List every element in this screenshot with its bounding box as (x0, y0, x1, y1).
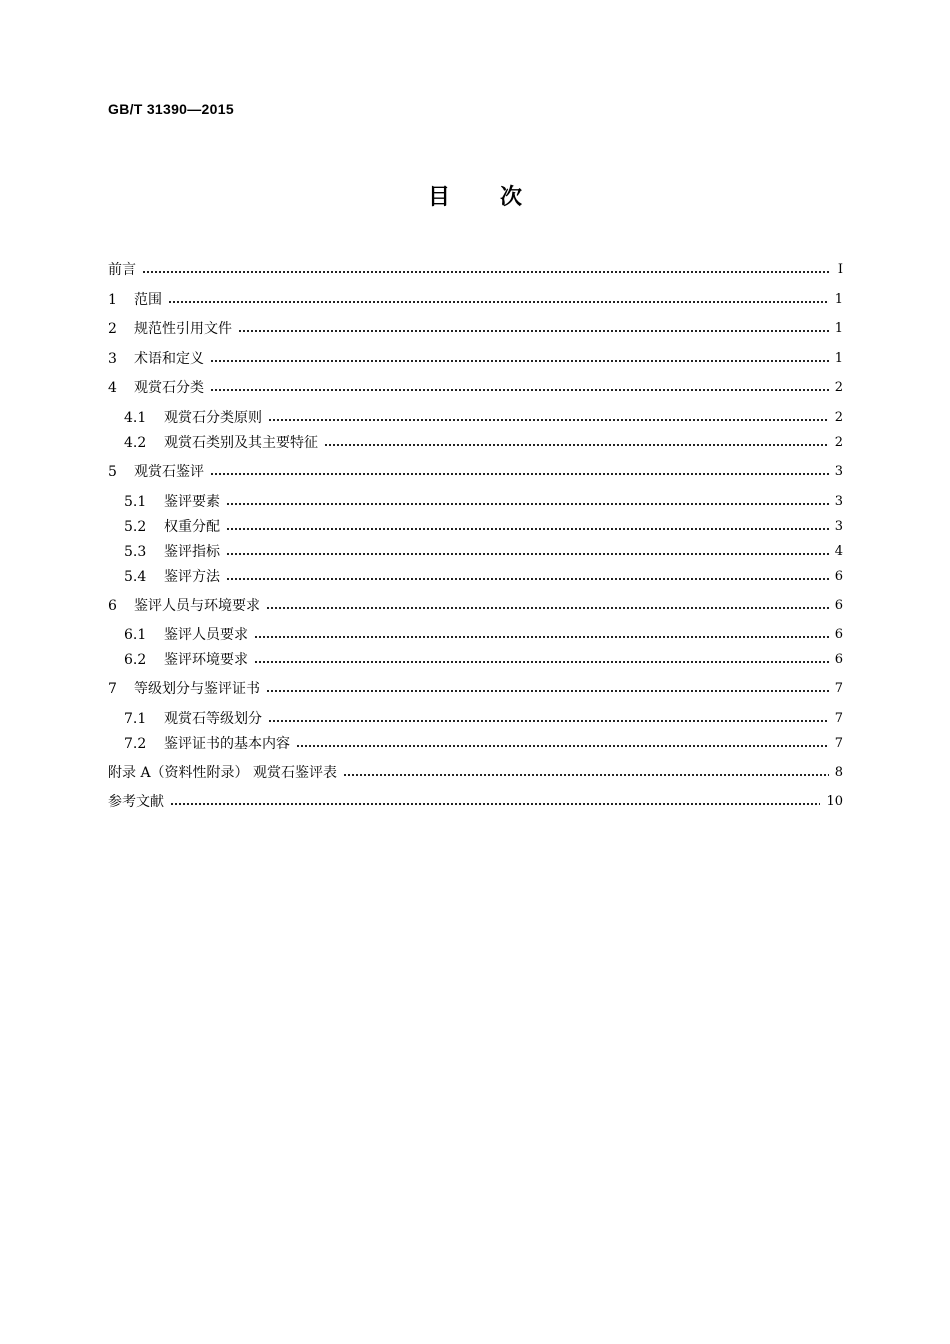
toc-dot-leader (296, 745, 829, 747)
toc-entry[interactable] (108, 347, 843, 371)
toc-entry-label: 观赏石类别及其主要特征 (164, 435, 318, 451)
toc-entry[interactable] (124, 565, 843, 589)
toc-entry[interactable] (124, 490, 843, 514)
toc-entry-label: 规范性引用文件 (134, 321, 232, 337)
toc-entry[interactable] (108, 460, 843, 484)
toc-entry-number: 3 (108, 351, 117, 367)
toc-entry-number: 5.1 (124, 494, 147, 510)
toc-entry-label: 附录 A（资料性附录） 观赏石鉴评表 (108, 765, 338, 781)
toc-entry-number: 4.1 (124, 410, 147, 426)
toc-dot-leader (210, 360, 829, 362)
toc-entry[interactable] (108, 376, 843, 400)
toc-entry[interactable] (124, 431, 843, 455)
toc-dot-leader (324, 444, 829, 446)
toc-dot-leader (238, 330, 829, 332)
toc-entry-label: 鉴评人员要求 (164, 627, 248, 643)
toc-dot-leader (210, 473, 829, 475)
toc-entry-label: 前言 (108, 262, 136, 278)
toc-entry-label: 鉴评人员与环境要求 (134, 598, 260, 614)
toc-entry-page-number: Ⅰ (837, 262, 843, 277)
toc-entry-number: 2 (108, 321, 117, 337)
toc-entry-number: 7 (108, 681, 117, 697)
toc-entry[interactable] (108, 677, 843, 701)
toc-entry-page-number: 1 (834, 351, 843, 366)
toc-entry-label: 鉴评环境要求 (164, 652, 248, 668)
toc-entry-number: 6.1 (124, 627, 147, 643)
toc-entry-number: 5 (108, 464, 117, 480)
toc-entry-label: 参考文献 (108, 794, 164, 810)
toc-entry[interactable] (124, 540, 843, 564)
toc-entry-page-number: 2 (834, 410, 843, 425)
toc-entry-label: 等级划分与鉴评证书 (134, 681, 260, 697)
toc-entry-label: 观赏石鉴评 (134, 464, 204, 480)
toc-entry-label: 观赏石分类 (134, 380, 204, 396)
toc-entry[interactable] (124, 406, 843, 430)
toc-dot-leader (210, 389, 829, 391)
toc-entry-number: 1 (108, 292, 117, 308)
toc-entry-number: 6.2 (124, 652, 147, 668)
toc-entry-label: 鉴评指标 (164, 544, 220, 560)
toc-entry-label: 权重分配 (164, 519, 220, 535)
toc-entry-page-number: 1 (834, 321, 843, 336)
toc-entry[interactable] (108, 761, 843, 785)
toc-entry-label: 鉴评证书的基本内容 (164, 736, 290, 752)
toc-entry-label: 观赏石分类原则 (164, 410, 262, 426)
toc-entry[interactable] (124, 648, 843, 672)
toc-dot-leader (142, 271, 829, 273)
toc-entry-page-number: 2 (834, 435, 843, 450)
toc-dot-leader (226, 578, 829, 580)
toc-entry-label: 鉴评方法 (164, 569, 220, 585)
toc-entry[interactable] (108, 288, 843, 312)
toc-entry[interactable] (108, 790, 843, 814)
toc-entry[interactable] (124, 732, 843, 756)
toc-dot-leader (268, 720, 829, 722)
toc-entry-page-number: 3 (834, 464, 843, 479)
toc-entry-page-number: 8 (834, 765, 843, 780)
toc-entry-label: 术语和定义 (134, 351, 204, 367)
toc-entry-page-number: 10 (826, 794, 843, 809)
toc-entry-page-number: 7 (834, 736, 843, 751)
toc-entry[interactable] (124, 623, 843, 647)
toc-entry-page-number: 6 (834, 598, 843, 613)
toc-entry-page-number: 3 (834, 519, 843, 534)
toc-entry-page-number: 3 (834, 494, 843, 509)
toc-entry-page-number: 7 (834, 681, 843, 696)
toc-entry-number: 5.4 (124, 569, 147, 585)
toc-entry[interactable] (124, 515, 843, 539)
toc-entry-label: 范围 (134, 292, 162, 308)
toc-dot-leader (168, 301, 829, 303)
toc-entry[interactable] (108, 594, 843, 618)
toc-entry[interactable] (108, 258, 843, 282)
toc-entry-label: 观赏石等级划分 (164, 711, 262, 727)
toc-entry-number: 7.1 (124, 711, 147, 727)
toc-dot-leader (226, 553, 829, 555)
toc-dot-leader (226, 503, 829, 505)
toc-dot-leader (343, 774, 829, 776)
toc-entry-number: 7.2 (124, 736, 147, 752)
page-title: 目次 (427, 185, 572, 210)
toc-entry-number: 5.2 (124, 519, 147, 535)
toc-entry-page-number: 6 (834, 652, 843, 667)
toc-entry-page-number: 6 (834, 627, 843, 642)
toc-entry-label: 鉴评要素 (164, 494, 220, 510)
toc-entry-number: 5.3 (124, 544, 147, 560)
toc-entry-page-number: 6 (834, 569, 843, 584)
toc-entry-page-number: 4 (834, 544, 843, 559)
toc-entry[interactable] (108, 317, 843, 341)
toc-entry-number: 6 (108, 598, 117, 614)
toc-dot-leader (268, 419, 829, 421)
toc-dot-leader (226, 528, 829, 530)
toc-dot-leader (266, 607, 829, 609)
toc-entry-page-number: 7 (834, 711, 843, 726)
toc-entry[interactable] (124, 707, 843, 731)
toc-entry-page-number: 1 (834, 292, 843, 307)
toc-entry-page-number: 2 (834, 380, 843, 395)
toc-entry-number: 4 (108, 380, 117, 396)
toc-dot-leader (254, 636, 829, 638)
toc-dot-leader (266, 690, 829, 692)
standard-code: GB/T 31390—2015 (108, 101, 234, 117)
toc-entry-number: 4.2 (124, 435, 147, 451)
toc-dot-leader (170, 803, 820, 805)
toc-dot-leader (254, 661, 829, 663)
